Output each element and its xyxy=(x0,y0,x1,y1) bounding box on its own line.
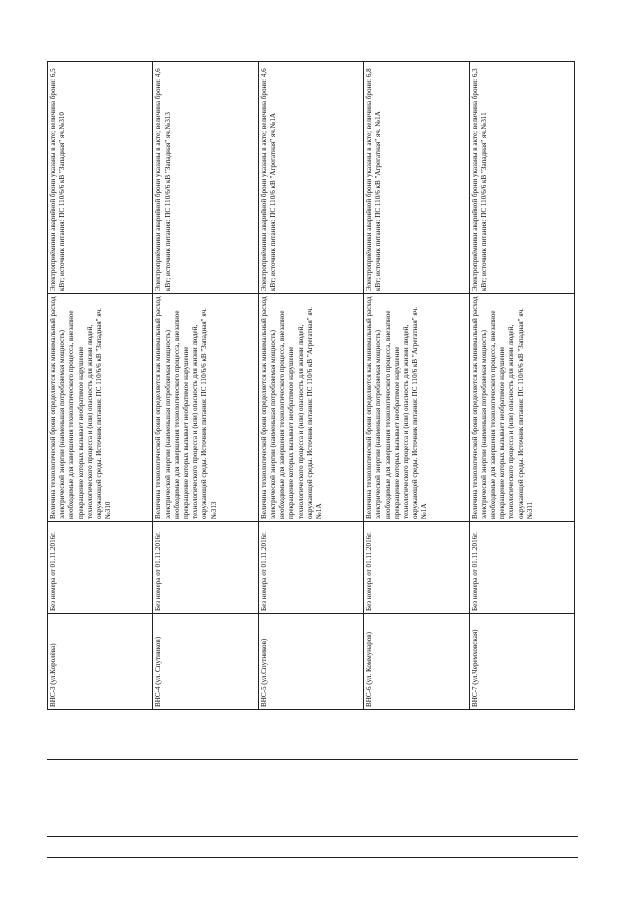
table-row xyxy=(153,62,258,710)
object-cell: ВНС-6 (ул. Коммунаров) xyxy=(364,614,469,710)
emergency-reserve-cell: Электроприёмники аварийной брони указаны в акте; величина брони: 6,5 кВт; источник питания: ПС 110/6/6 кВ "Западная" яч.№310 xyxy=(48,62,153,294)
number-cell: Без номера от 01.11.2016г. xyxy=(258,522,363,614)
number-cell: Без номера от 01.11.2016г. xyxy=(48,522,153,614)
rotated-table-container xyxy=(47,62,575,710)
number-cell: Без номера от 01.11.2016г. xyxy=(469,522,574,614)
emergency-reserve-cell: Электроприёмники аварийной брони указаны в акте; величина брони: 4,6 кВт; источник питания: ПС 110/6 кВ "Агрегатная" яч.№1А xyxy=(258,62,363,294)
tech-reserve-cell: Величина технологической брони определяется как минимальный расход электрической энергии (наименьшая потребляемая мощность) необходимые для завершения технологического процесса, внезапное прекращение которых вызывает необратимое нарушение технологического процесса и (или) опасность для жизни людей, окружающей среды. Источник питания: ПС 110/6 кВ "Агрегатная" яч.№1А xyxy=(258,294,363,522)
number-cell: Без номера от 01.11.2016г. xyxy=(153,522,258,614)
separator-line xyxy=(47,759,578,760)
object-cell: ВНС-3 (ул.Королёва) xyxy=(48,614,153,710)
number-cell: Без номера от 01.11.2016г. xyxy=(364,522,469,614)
object-cell: ВНС-7 (ул.Черемховская) xyxy=(469,614,574,710)
emergency-reserve-cell: Электроприёмники аварийной брони указаны в акте; величина брони: 6,8 кВт; источник питания: ПС 110/6 кВ "Агрегатная" яч. №1А xyxy=(364,62,469,294)
emergency-reserve-cell: Электроприёмники аварийной брони указаны в акте; величина брони: 4,6 кВт; источник питания: ПС 110/6/6 кВ "Западная" яч.№313 xyxy=(153,62,258,294)
tech-reserve-cell: Величина технологической брони определяется как минимальный расход электрической энергии (наименьшая потребляемая мощность) необходимые для завершения технологического процесса, внезапное прекращение которых вызывает необратимое нарушение технологического процесса и (или) опасность для жизни людей, окружающей среды. Источник питания: ПС 110/6/6 кВ "Западная" яч.№310 xyxy=(48,294,153,522)
emergency-reserve-cell: Электроприёмники аварийной брони указаны в акте; величина брони: 6,3 кВт; источник питания: ПС 110/6/6 кВ "Западная" яч.№311 xyxy=(469,62,574,294)
table-row xyxy=(364,62,469,710)
table-row xyxy=(48,62,153,710)
reserve-table xyxy=(47,61,575,710)
object-cell: ВНС-4 (ул. Спутников) xyxy=(153,614,258,710)
table-row xyxy=(258,62,363,710)
table-row xyxy=(469,62,574,710)
separator-line xyxy=(47,836,578,837)
tech-reserve-cell: Величина технологической брони определяется как минимальный расход электрической энергии (наименьшая потребляемая мощность) необходимые для завершения технологического процесса, внезапное прекращение которых вызывает необратимое нарушение технологического процесса и (или) опасность для жизни людей, окружающей среды. Источник питания: ПС 110/6/6 кВ "Западная" яч. №311 xyxy=(469,294,574,522)
object-cell: ВНС-5 (ул.Спутников) xyxy=(258,614,363,710)
tech-reserve-cell: Величина технологической брони определяется как минимальный расход электрической энергии (наименьшая потребляемая мощность) необходимые для завершения технологического процесса, внезапное прекращение которых вызывает необратимое нарушение технологического процесса и (или) опасность для жизни людей, окружающей среды. Источник питания: ПС 110/6/6 кВ "Западная" яч.№313 xyxy=(153,294,258,522)
separator-line xyxy=(47,857,578,858)
tech-reserve-cell: Величина технологической брони определяется как минимальный расход электрической энергии (наименьшая потребляемая мощность) необходимые для завершения технологического процесса, внезапное прекращение которых вызывает необратимое нарушение технологического процесса и (или) опасность для жизни людей, окружающей среды. Источник питания: ПС 110/6 кВ "Агрегатная" яч.№1А xyxy=(364,294,469,522)
